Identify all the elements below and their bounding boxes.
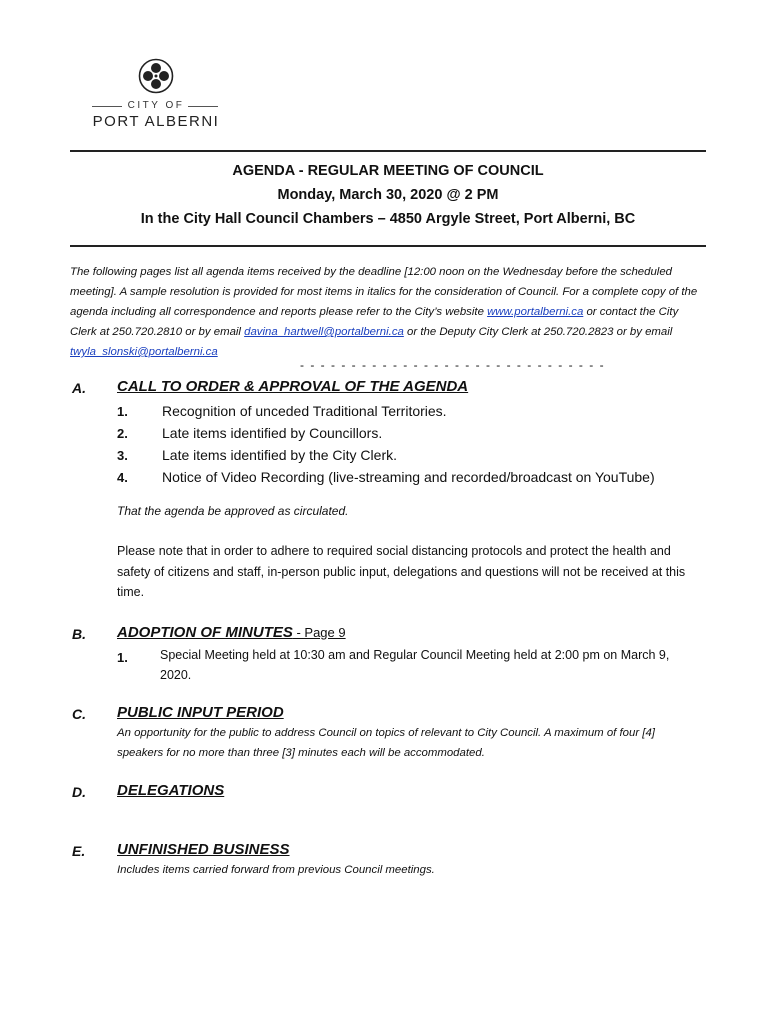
section-a-item-3-num: 3. bbox=[117, 448, 128, 463]
city-logo bbox=[88, 58, 228, 132]
intro-text-1: The following pages list all agenda items received by the deadline [12:00 noon on the Wednesday before the scheduled meeting]. A sample resolution is provided for most items in italics for the consideration of Council. For a complete copy of the agenda including all correspondence and reports please refer to the City’s website bbox=[70, 266, 698, 318]
meeting-date: Monday, March 30, 2020 @ 2 PM bbox=[277, 187, 499, 203]
section-a-resolution: That the agenda be approved as circulated. bbox=[117, 504, 349, 518]
dogwood-flower-icon bbox=[138, 58, 174, 94]
section-c-title: PUBLIC INPUT PERIOD bbox=[117, 704, 284, 721]
section-a-title: CALL TO ORDER & APPROVAL OF THE AGENDA bbox=[117, 378, 469, 395]
separator-dashes: - - - - - - - - - - - - - - - - - - - - - - - - - - - - - - bbox=[300, 358, 606, 372]
section-a-distancing-note: Please note that in order to adhere to required social distancing protocols and protect the health and safety of citizens and staff, in-person public input, delegations and questions will not be received at this time. bbox=[117, 544, 686, 599]
section-c-letter: C. bbox=[72, 706, 86, 722]
section-b-page-ref: - Page 9 bbox=[292, 625, 346, 640]
logo-city-of: CITY OF bbox=[127, 100, 185, 111]
section-b-item-1-text: Special Meeting held at 10:30 am and Regular Council Meeting held at 2:00 pm on March 9, 2020. bbox=[160, 648, 670, 682]
logo-rule-right bbox=[188, 106, 218, 107]
section-a-item-2-num: 2. bbox=[117, 426, 128, 441]
section-c-description: An opportunity for the public to address Council on topics of relevant to City Council. A maximum of four [4] speakers for no more than three [3] minutes each will be accommodated. bbox=[117, 727, 655, 759]
header-bottom-rule bbox=[70, 245, 706, 247]
section-a-item-4-num: 4. bbox=[117, 470, 128, 485]
deputy-email-link[interactable]: twyla_slonski@portalberni.ca bbox=[70, 346, 218, 358]
section-a-letter: A. bbox=[72, 380, 86, 396]
section-b-heading bbox=[117, 624, 346, 641]
section-d-letter: D. bbox=[72, 784, 86, 800]
section-a-item-3-text: Late items identified by the City Clerk. bbox=[162, 447, 397, 463]
section-b-letter: B. bbox=[72, 626, 86, 642]
section-a-item-2-text: Late items identified by Councillors. bbox=[162, 425, 383, 441]
section-b-item-1-num: 1. bbox=[117, 650, 128, 665]
agenda-title: AGENDA - REGULAR MEETING OF COUNCIL bbox=[232, 163, 544, 179]
logo-city-name: PORT ALBERNI bbox=[92, 113, 220, 130]
website-link[interactable]: www.portalberni.ca bbox=[487, 306, 584, 318]
intro-paragraph bbox=[70, 262, 706, 362]
section-a-item-4-text: Notice of Video Recording (live-streaming and recorded/broadcast on YouTube) bbox=[162, 469, 655, 485]
clerk-email-link[interactable]: davina_hartwell@portalberni.ca bbox=[244, 326, 404, 338]
intro-text-3: or the Deputy City Clerk at 250.720.2823 or by email bbox=[403, 326, 673, 338]
section-a-item-1-num: 1. bbox=[117, 404, 128, 419]
section-a-item-1-text: Recognition of unceded Traditional Territories. bbox=[162, 403, 447, 419]
header-top-rule bbox=[70, 150, 706, 152]
intro-text-2: or contact the City Clerk at 250.720.2810 or by email bbox=[70, 306, 679, 338]
section-e-description: Includes items carried forward from previous Council meetings. bbox=[117, 864, 435, 876]
section-d-title: DELEGATIONS bbox=[117, 782, 225, 799]
section-b-title: ADOPTION OF MINUTES bbox=[117, 624, 293, 641]
section-e-title: UNFINISHED BUSINESS bbox=[117, 841, 290, 858]
meeting-location: In the City Hall Council Chambers – 4850 Argyle Street, Port Alberni, BC bbox=[140, 211, 636, 227]
section-e-letter: E. bbox=[72, 843, 86, 859]
